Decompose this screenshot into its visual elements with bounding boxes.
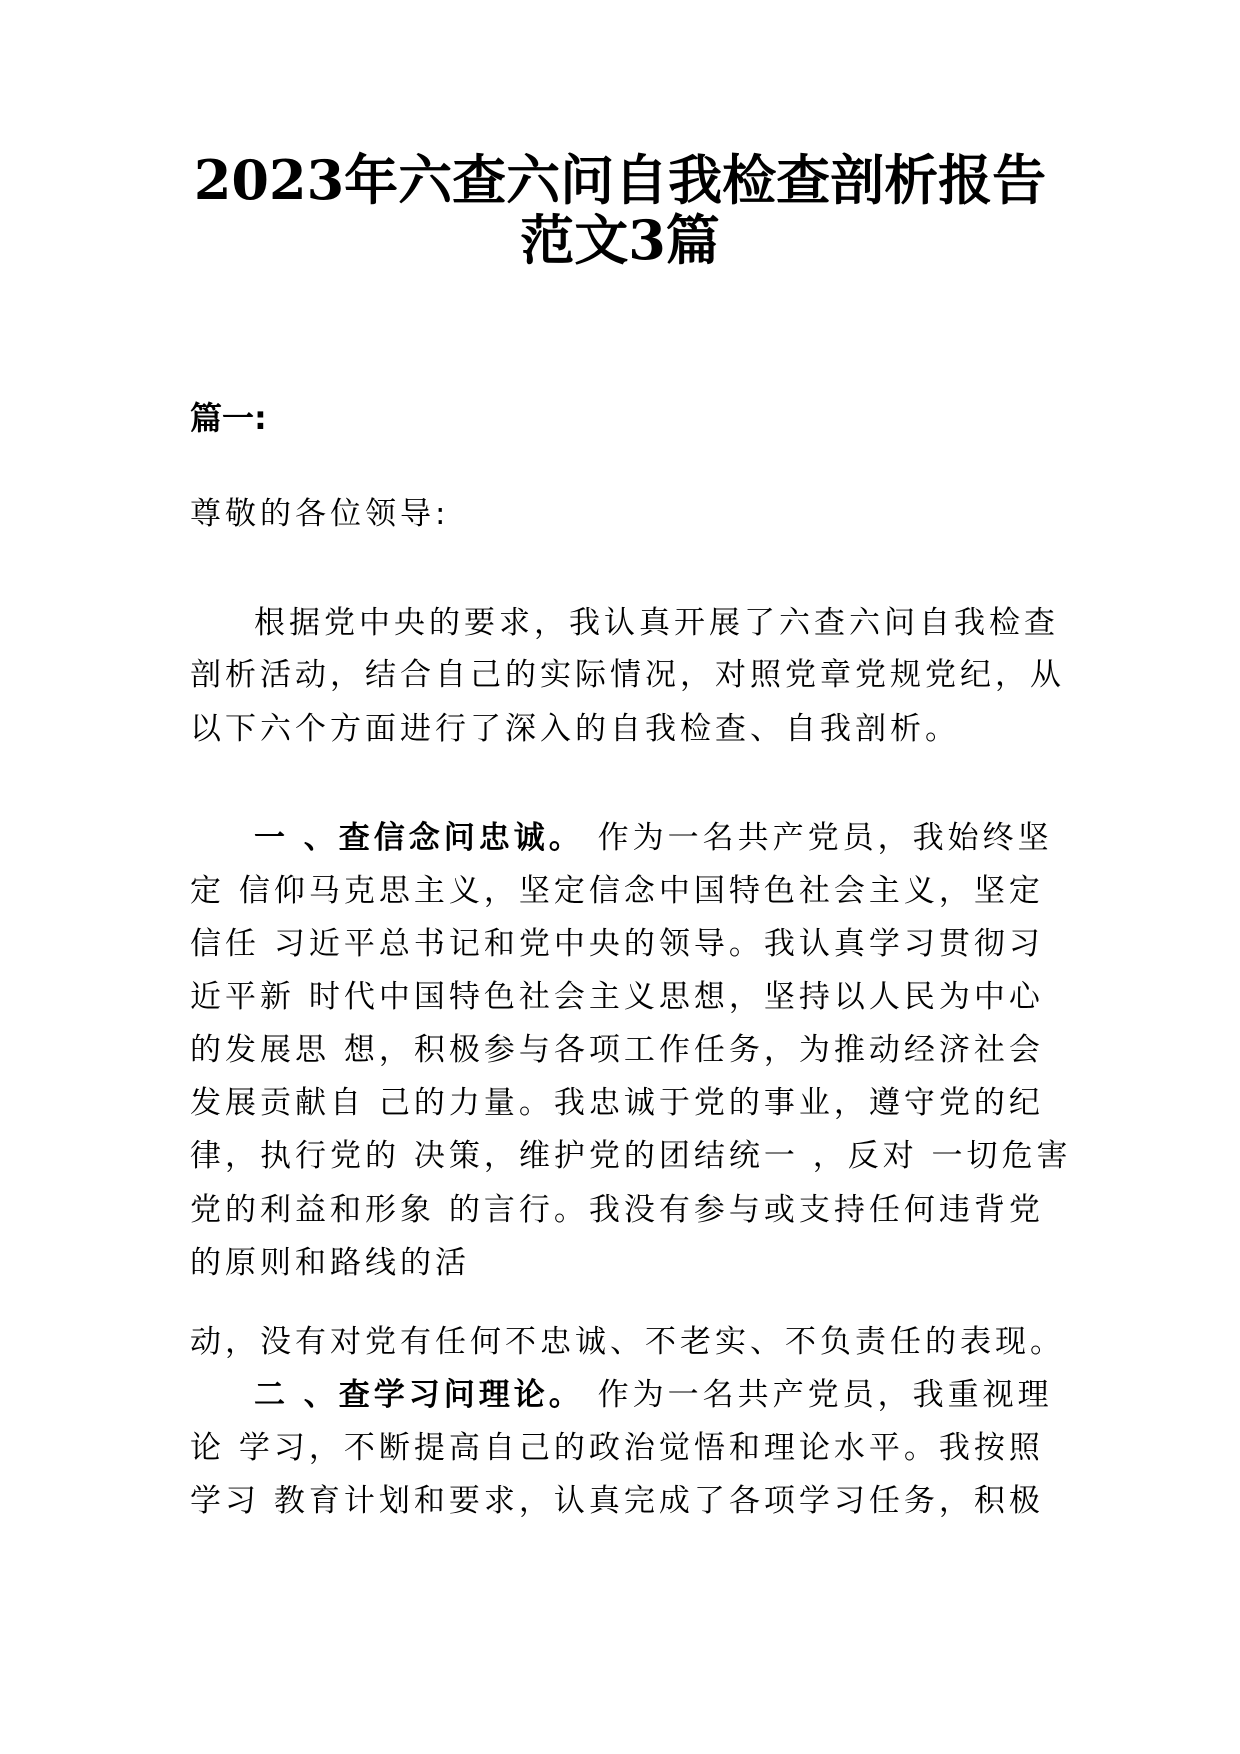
section-heading: 篇一: (190, 399, 267, 437)
point1-line-10: 动，没有对党有任何不忠诚、不老实、不负责任的表现。 (190, 1324, 1065, 1360)
point1-line-1: 作为一名共产党员，我始终坚 (583, 820, 1053, 856)
point2-line-2: 论 学习，不断提高自己的政治觉悟和理论水平。我按照 (190, 1430, 1044, 1466)
document-title-line-1: 2023年六查六问自我检查剖析报告 (193, 148, 1047, 212)
point1-first-line (254, 818, 1053, 858)
intro-line-2: 剖析活动，结合自己的实际情况，对照党章党规党纪，从 (190, 657, 1065, 693)
point1-line-3: 信任 习近平总书记和党中央的领导。我认真学习贯彻习 (190, 926, 1044, 962)
point1-line-2: 定 信仰马克思主义，坚定信念中国特色社会主义，坚定 (190, 873, 1044, 909)
intro-line-1: 根据党中央的要求，我认真开展了六查六问自我检查 (254, 605, 1059, 641)
point1-line-9: 的原则和路线的活 (190, 1245, 470, 1281)
point1-line-7: 律，执行党的 决策，维护党的团结统一 ，反对 一切危害 (190, 1138, 1072, 1174)
point2-heading: 二 、查学习问理论。 (254, 1377, 584, 1413)
point1-line-4: 近平新 时代中国特色社会主义思想，坚持以人民为中心 (190, 979, 1044, 1015)
point1-line-8: 党的利益和形象 的言行。我没有参与或支持任何违背党 (190, 1192, 1044, 1228)
point1-line-5: 的发展思 想，积极参与各项工作任务，为推动经济社会 (190, 1032, 1044, 1068)
salutation: 尊敬的各位领导: (190, 496, 450, 532)
document-title-line-2: 范文3篇 (520, 208, 720, 272)
intro-line-3: 以下六个方面进行了深入的自我检查、自我剖析。 (190, 711, 960, 747)
point2-line-1: 作为一名共产党员，我重视理 (583, 1377, 1053, 1413)
point1-heading: 一 、查信念问忠诚。 (254, 820, 584, 856)
point2-first-line (254, 1375, 1053, 1415)
point2-line-3: 学习 教育计划和要求，认真完成了各项学习任务，积极 (190, 1483, 1044, 1519)
point1-line-6: 发展贡献自 己的力量。我忠诚于党的事业，遵守党的纪 (190, 1085, 1044, 1121)
